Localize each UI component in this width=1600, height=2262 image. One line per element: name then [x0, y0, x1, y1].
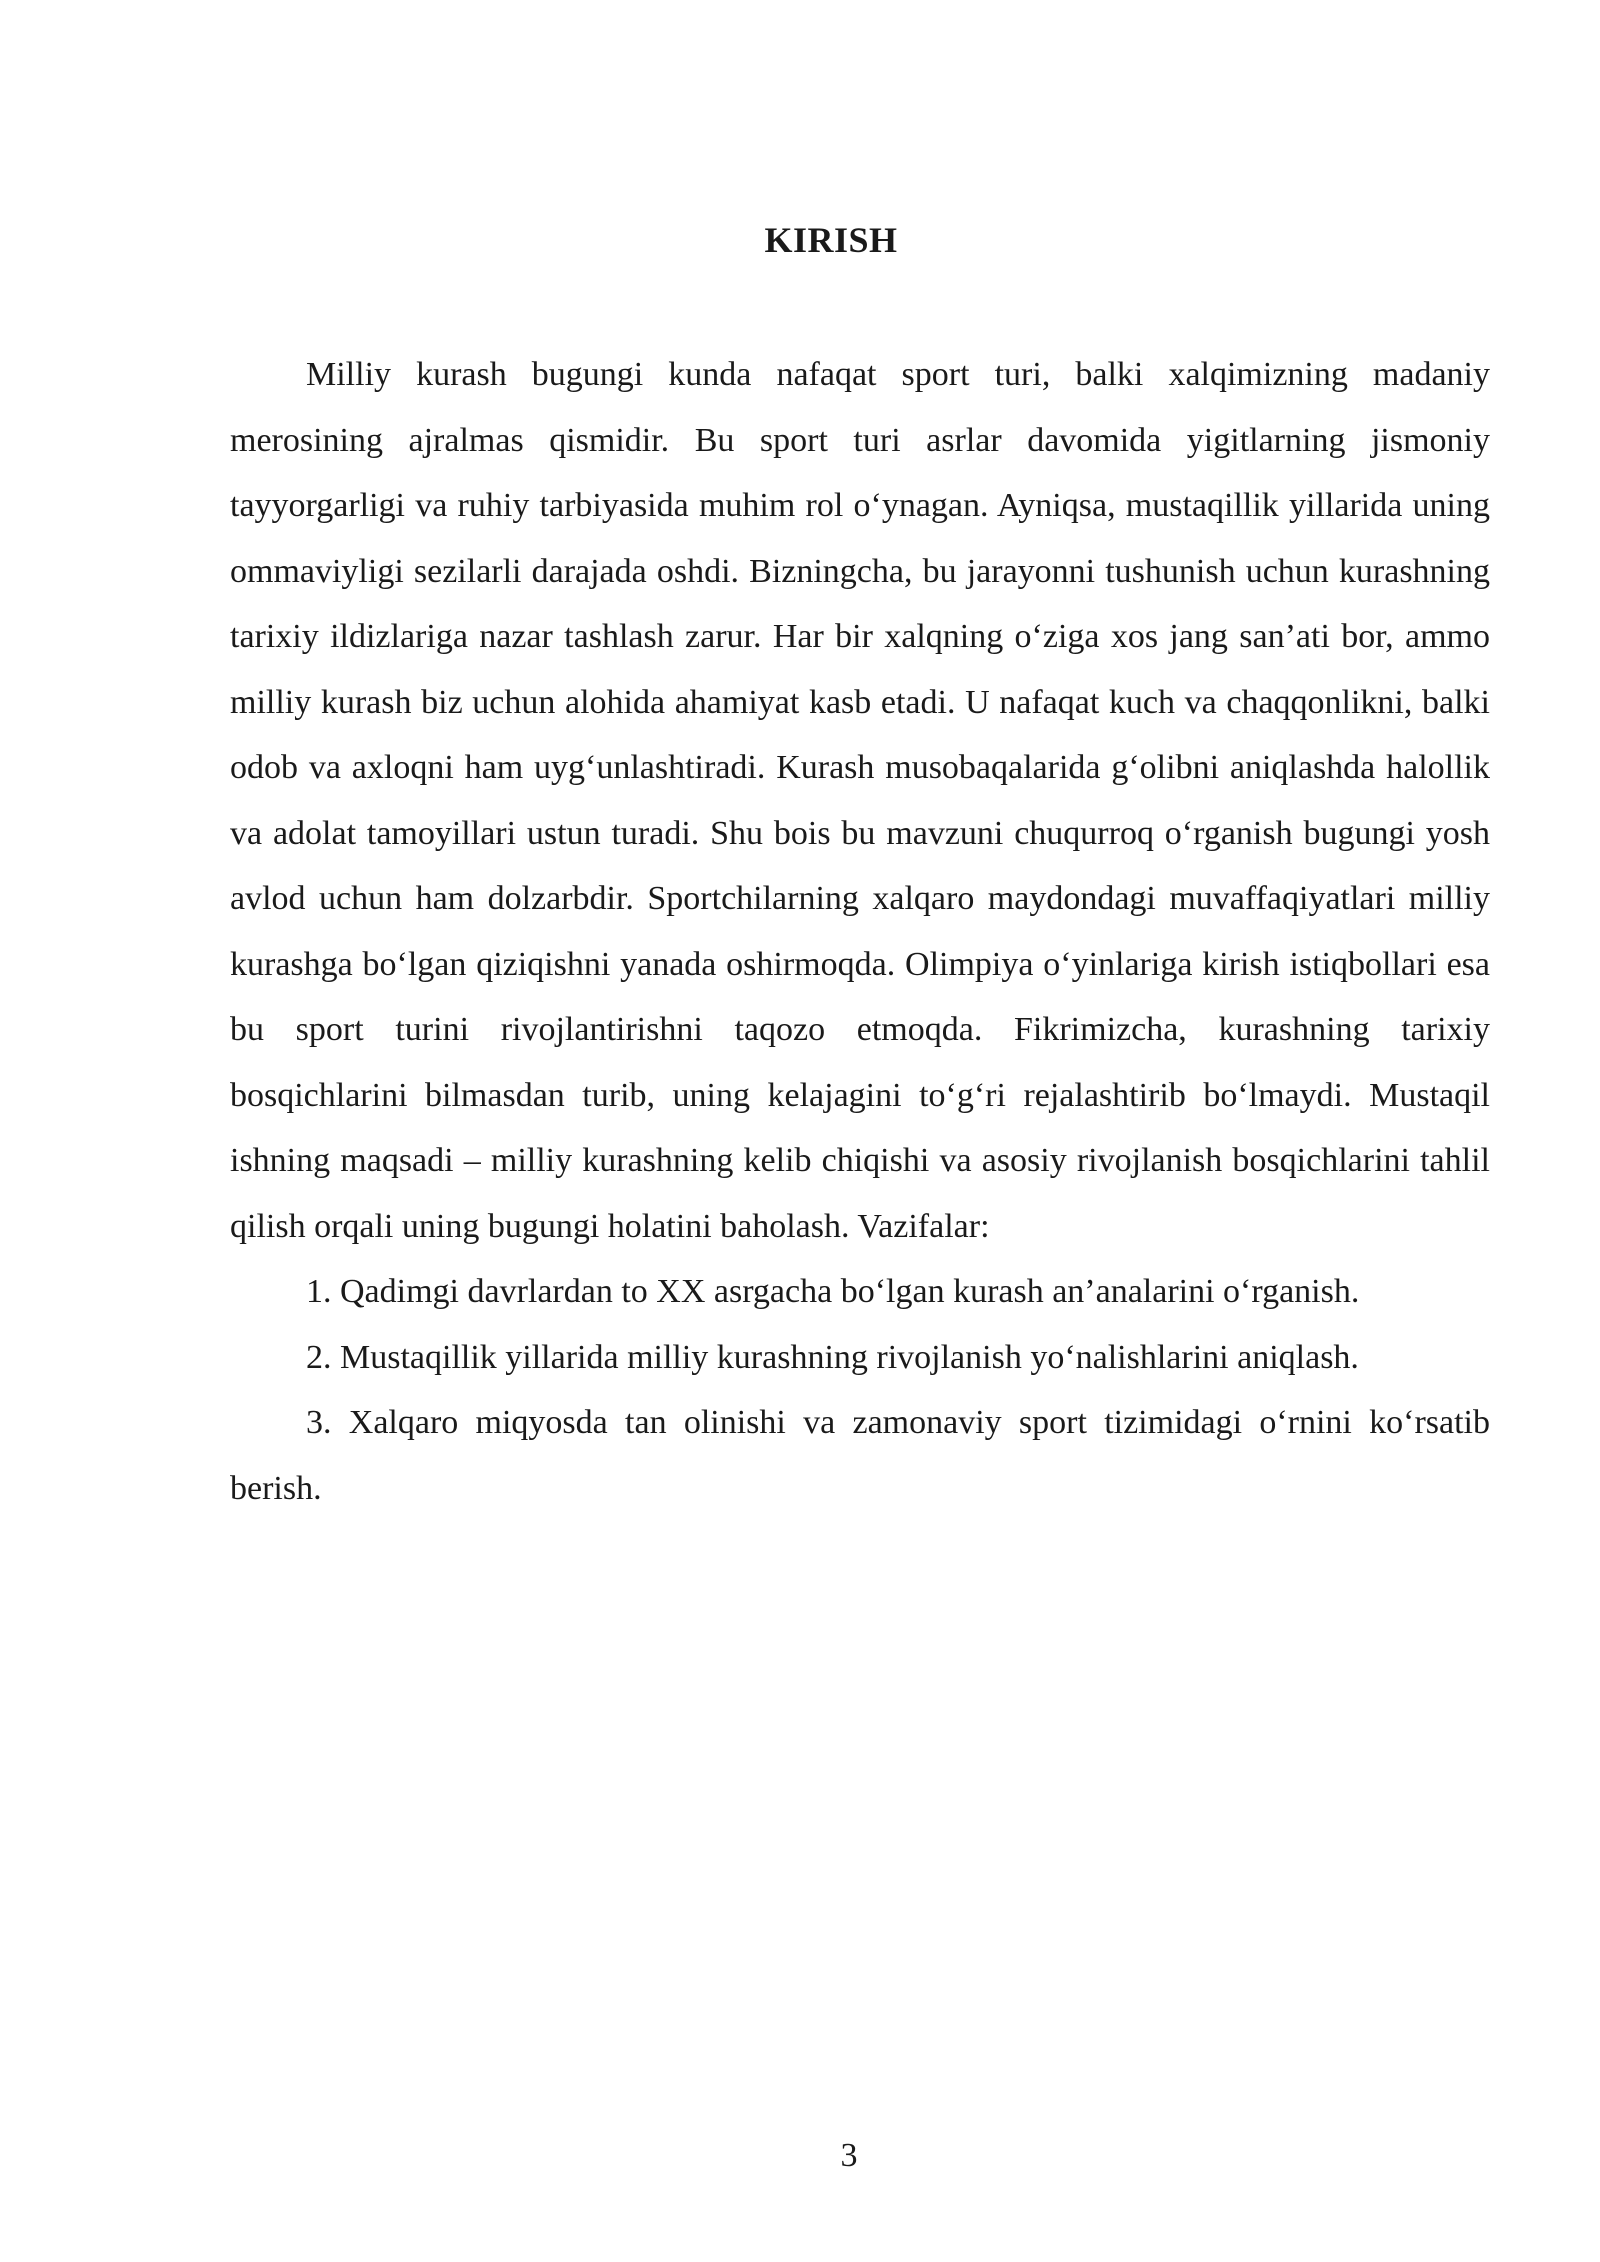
- task-item-3: 3. Xalqaro miqyosda tan olinishi va zamonaviy sport tizimidagi o‘rnini ko‘rsatib berish.: [230, 1404, 1490, 1507]
- section-title: KIRISH: [764, 220, 898, 260]
- intro-paragraph: Milliy kurash bugungi kunda nafaqat sport turi, balki xalqimizning madaniy merosining ajralmas qismidir. Bu sport turi asrlar davomida yigitlarning jismoniy tayyorgarligi va ruhiy tarbiyasida muhim rol o‘ynagan. Ayniqsa, mustaqillik yillarida uning ommaviyligi sezilarli darajada oshdi. Bizningcha, bu jarayonni tushunish uchun kurashning tarixiy ildizlariga nazar tashlash zarur. Har bir xalqning o‘ziga xos jang san’ati bor, ammo milliy kurash biz uchun alohida ahamiyat kasb etadi. U nafaqat kuch va chaqqonlikni, balki odob va axloqni ham uyg‘unlashtiradi. Kurash musobaqalarida g‘olibni aniqlashda halollik va adolat tamoyillari ustun turadi. Shu bois bu mavzuni chuqurroq o‘rganish bugungi yosh avlod uchun ham dolzarbdir. Sportchilarning xalqaro maydondagi muvaffaqiyatlari milliy kurashga bo‘lgan qiziqishni yanada oshirmoqda. Olimpiya o‘yinlariga kirish istiqbollari esa bu sport turini rivojlantirishni taqozo etmoqda. Fikrimizcha, kurashning tarixiy bosqichlarini bilmasdan turib, uning kelajagini to‘g‘ri rejalashtirib bo‘lmaydi. Mustaqil ishning maqsadi – milliy kurashning kelib chiqishi va asosiy rivojlanish bosqichlarini tahlil qilish orqali uning bugungi holatini baholash. Vazifalar:: [230, 356, 1490, 1245]
- body-text: [230, 342, 1490, 1521]
- task-item-1: 1. Qadimgi davrlardan to XX asrgacha bo‘lgan kurash an’analarini o‘rganish.: [306, 1273, 1360, 1310]
- page-number: 3: [840, 2137, 858, 2174]
- task-item-2: 2. Mustaqillik yillarida milliy kurashning rivojlanish yo‘nalishlarini aniqlash.: [306, 1338, 1359, 1376]
